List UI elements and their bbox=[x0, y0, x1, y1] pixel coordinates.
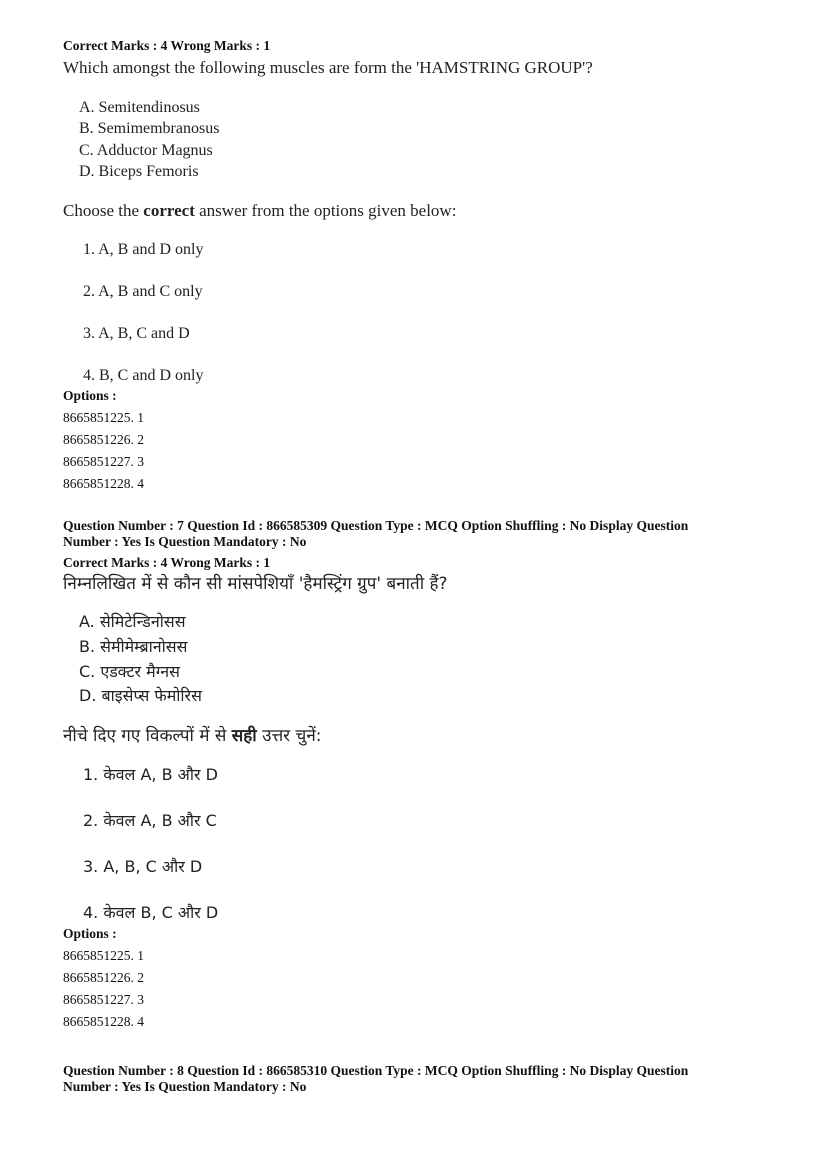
option-id-row: 8665851226. 2 bbox=[63, 970, 144, 985]
answer-choice: 3. A, B, C and D bbox=[83, 325, 190, 343]
marks-info: Correct Marks : 4 Wrong Marks : 1 bbox=[63, 38, 271, 53]
question-text: Which amongst the following muscles are form the 'HAMSTRING GROUP'? bbox=[63, 58, 593, 77]
option-id-row: 8665851227. 3 bbox=[63, 992, 144, 1007]
question-7 bbox=[63, 518, 763, 1033]
answer-choices bbox=[63, 765, 763, 923]
statement-item: C. Adductor Magnus bbox=[79, 141, 213, 159]
marks-info: Correct Marks : 4 Wrong Marks : 1 bbox=[63, 555, 271, 571]
options-label: Options : bbox=[63, 388, 117, 404]
options-label: Options : bbox=[63, 926, 117, 941]
option-id-row: 8665851228. 4 bbox=[63, 1014, 144, 1029]
statement-item: C. एडक्टर मैग्नस bbox=[79, 661, 180, 681]
statement-item: D. बाइसेप्स फेमोरिस bbox=[79, 686, 202, 706]
statement-item: A. Semitendinosus bbox=[79, 99, 200, 116]
option-id-row: 8665851227. 3 bbox=[63, 454, 144, 470]
question-header: Number : Yes Is Question Mandatory : No bbox=[63, 534, 307, 550]
answer-choice: 4. केवल B, C और D bbox=[83, 903, 219, 922]
answer-choice: 1. केवल A, B और D bbox=[83, 765, 218, 784]
statement-list bbox=[63, 97, 763, 182]
answer-choice: 1. A, B and D only bbox=[83, 241, 204, 259]
answer-choice: 2. A, B and C only bbox=[83, 283, 203, 301]
option-id-row: 8665851225. 1 bbox=[63, 948, 144, 963]
options-list bbox=[63, 407, 763, 495]
options-list bbox=[63, 945, 763, 1033]
option-id-row: 8665851226. 2 bbox=[63, 432, 144, 448]
statement-list bbox=[63, 610, 763, 709]
statement-item: B. Semimembranosus bbox=[79, 120, 220, 138]
option-id-row: 8665851228. 4 bbox=[63, 476, 144, 492]
question-6 bbox=[63, 38, 763, 495]
question-header: Number : Yes Is Question Mandatory : No bbox=[63, 1079, 307, 1094]
question-8 bbox=[63, 1063, 763, 1095]
instruction-text: Choose the correct answer from the options given below: bbox=[63, 201, 457, 221]
answer-choice: 3. A, B, C और D bbox=[83, 857, 203, 876]
question-text: निम्नलिखित में से कौन सी मांसपेशियाँ 'हैमस्ट्रिंग ग्रुप' बनाती हैं? bbox=[63, 574, 448, 595]
question-header: Question Number : 7 Question Id : 866585309 Question Type : MCQ Option Shuffling : No Display Question bbox=[63, 518, 689, 534]
instruction-text: नीचे दिए गए विकल्पों में से सही उत्तर चुनें: bbox=[63, 726, 322, 746]
option-id-row: 8665851225. 1 bbox=[63, 410, 144, 426]
answer-choice: 2. केवल A, B और C bbox=[83, 811, 217, 830]
answer-choices bbox=[63, 240, 763, 386]
document-page bbox=[63, 38, 763, 1095]
statement-item: B. सेमीमेम्ब्रानोसस bbox=[79, 636, 188, 656]
statement-item: A. सेमिटेन्डिनोसस bbox=[79, 612, 186, 632]
answer-choice: 4. B, C and D only bbox=[83, 367, 204, 385]
question-header: Question Number : 8 Question Id : 866585310 Question Type : MCQ Option Shuffling : No Display Question bbox=[63, 1063, 689, 1078]
statement-item: D. Biceps Femoris bbox=[79, 162, 199, 180]
